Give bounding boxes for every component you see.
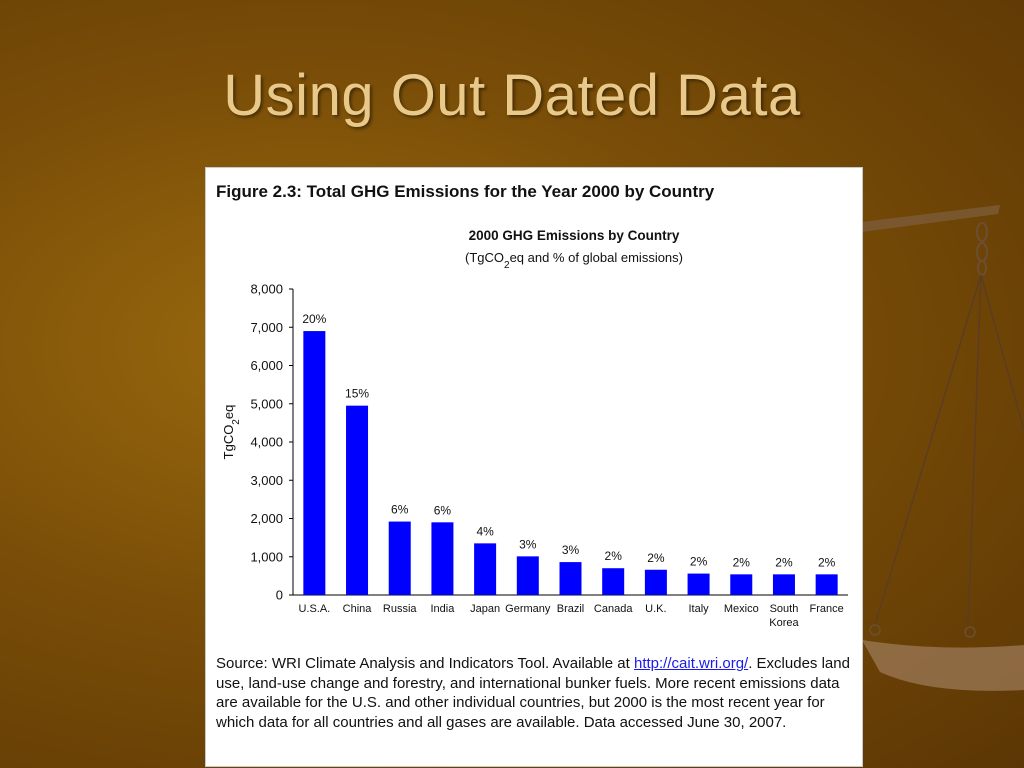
- data-label-5: 3%: [519, 537, 537, 552]
- x-tick-label-11: South: [769, 603, 799, 615]
- bar-12: [816, 574, 838, 595]
- bar-10: [730, 574, 752, 595]
- data-label-12: 2%: [817, 555, 836, 570]
- y-tick-label: 1,000: [250, 549, 283, 565]
- chart-subtitle-part: eq and % of global emissions): [509, 250, 683, 265]
- y-axis-label: [221, 405, 242, 460]
- bar-6: [560, 562, 582, 595]
- bar-3: [431, 522, 453, 595]
- y-tick-label: 6,000: [250, 358, 283, 373]
- bar-0: [303, 331, 325, 595]
- source-suffix: . Excludes land use, land-use change and forestry, and international bunker fuels. More recent emissions data are available for the U.S. and other individual countries, but 2000 is the most recent year for which data for all countries and all gases are available. Data accessed June 30, 2007.: [216, 655, 850, 731]
- y-tick-label: 5,000: [250, 396, 283, 412]
- data-label-9: 2%: [689, 554, 708, 569]
- x-tick-label-11: Korea: [769, 617, 799, 629]
- x-tick-label-9: Italy: [688, 603, 709, 615]
- x-tick-label-10: Mexico: [723, 603, 759, 615]
- data-label-7: 2%: [604, 549, 622, 564]
- x-tick-label-1: China: [342, 603, 372, 615]
- chart-subtitle: [465, 250, 683, 271]
- bar-7: [602, 568, 624, 595]
- y-tick-label: 7,000: [250, 319, 283, 335]
- chart-title: 2000 GHG Emissions by Country: [468, 228, 680, 243]
- y-tick-label: 8,000: [250, 281, 283, 297]
- bar-11: [773, 574, 795, 595]
- y-tick-label: 0: [275, 587, 283, 603]
- chart-subtitle-part: (TgCO: [465, 250, 504, 265]
- x-tick-label-12: France: [809, 603, 844, 615]
- y-axis-label-part: TgCO: [221, 424, 236, 460]
- bar-4: [474, 543, 496, 595]
- x-tick-label-5: Germany: [505, 603, 551, 615]
- x-tick-label-8: U.K.: [645, 603, 667, 615]
- y-axis-label-part: 2: [230, 419, 242, 425]
- data-label-4: 4%: [476, 524, 494, 539]
- x-tick-label-4: Japan: [470, 603, 501, 615]
- data-label-1: 15%: [345, 386, 370, 401]
- data-label-3: 6%: [433, 503, 452, 518]
- x-tick-label-0: U.S.A.: [298, 603, 331, 615]
- bar-5: [517, 556, 539, 595]
- x-tick-label-2: Russia: [382, 603, 417, 615]
- source-prefix: Source: WRI Climate Analysis and Indicators Tool. Available at: [216, 655, 634, 672]
- data-label-10: 2%: [732, 555, 750, 570]
- bar-2: [389, 522, 411, 595]
- slide-title: Using Out Dated Data: [223, 63, 801, 128]
- y-tick-label: 2,000: [250, 511, 283, 526]
- bar-1: [346, 406, 368, 595]
- figure-panel: [205, 167, 863, 767]
- y-tick-label: 3,000: [250, 472, 283, 488]
- data-label-6: 3%: [561, 543, 580, 558]
- chart-subtitle-part: 2: [504, 259, 510, 271]
- data-label-2: 6%: [391, 502, 409, 517]
- bar-8: [645, 570, 667, 595]
- bar-9: [688, 574, 710, 595]
- y-axis-label-part: eq: [221, 404, 236, 420]
- source-note: [216, 654, 852, 732]
- data-label-11: 2%: [775, 555, 793, 570]
- bar-chart: [206, 168, 862, 648]
- data-label-0: 20%: [302, 312, 327, 327]
- source-link[interactable]: http://cait.wri.org/: [634, 655, 749, 672]
- x-tick-label-3: India: [430, 603, 455, 615]
- x-tick-label-6: Brazil: [556, 603, 585, 615]
- data-label-8: 2%: [647, 550, 665, 565]
- y-tick-label: 4,000: [250, 434, 283, 450]
- x-tick-label-7: Canada: [593, 603, 633, 615]
- figure-caption: Figure 2.3: Total GHG Emissions for the Year 2000 by Country: [216, 182, 715, 201]
